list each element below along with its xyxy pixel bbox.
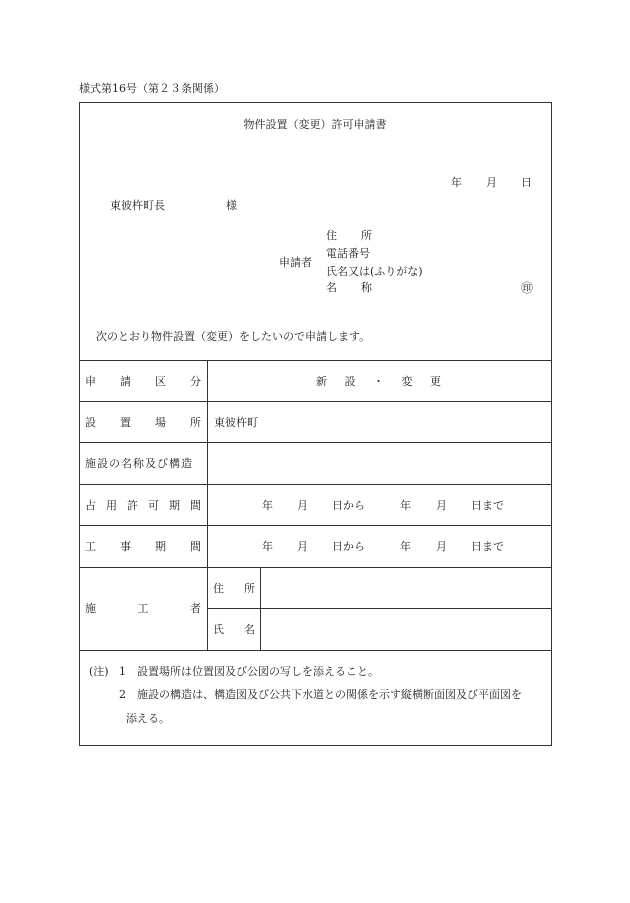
- construction-to-year: 年: [400, 540, 411, 553]
- note-2-text: 施設の構造は、構造図及び公共下水道との関係を示す縦横断面図及び平面図を: [137, 688, 522, 701]
- table-line: [79, 401, 552, 402]
- document-title: 物件設置（変更）許可申請書: [243, 118, 387, 131]
- occupancy-from-day: 日から: [332, 499, 365, 512]
- date-month-label: 月: [486, 176, 497, 189]
- seal-mark: ㊞: [521, 281, 534, 295]
- addressee-name: 東彼杵町長: [110, 199, 165, 212]
- occupancy-from-month: 月: [297, 499, 308, 512]
- note-2-number: 2: [119, 688, 126, 701]
- occupancy-from-year: 年: [262, 499, 273, 512]
- date-year-label: 年: [451, 176, 462, 189]
- table-line: [79, 484, 552, 485]
- table-line: [79, 567, 552, 568]
- applicant-phone-label: 電話番号: [326, 247, 370, 260]
- note-2-text-continued: 添える。: [126, 712, 170, 725]
- notes-prefix: (注): [89, 665, 109, 678]
- table-line: [207, 608, 552, 609]
- category-value: 新 設 ・ 変 更: [316, 375, 441, 388]
- construction-to-day: 日まで: [471, 540, 504, 553]
- occupancy-to-day: 日まで: [471, 499, 504, 512]
- table-divider: [260, 567, 261, 650]
- row-label-occupancy: 占 用 許 可 期 間: [85, 499, 201, 512]
- construction-to-month: 月: [436, 540, 447, 553]
- occupancy-to-month: 月: [436, 499, 447, 512]
- row-label-location: 設 置 場 所: [85, 416, 201, 429]
- applicant-name-label: 氏名又は(ふりがな): [326, 265, 423, 278]
- note-1-text: 設置場所は位置図及び公図の写しを添えること。: [137, 665, 379, 678]
- addressee-honorific: 様: [226, 199, 237, 212]
- table-divider: [207, 360, 208, 650]
- applicant-label: 申請者: [279, 256, 312, 269]
- table-line: [79, 360, 552, 361]
- statement-text: 次のとおり物件設置（変更）をしたいので申請します。: [96, 330, 371, 343]
- construction-from-year: 年: [262, 540, 273, 553]
- row-label-construction: 工 事 期 間: [85, 540, 201, 553]
- row-label-contractor: 施 工 者: [85, 602, 201, 615]
- date-day-label: 日: [521, 176, 532, 189]
- form-number: 様式第16号（第２３条関係）: [79, 82, 225, 95]
- table-line: [79, 650, 552, 651]
- occupancy-to-year: 年: [400, 499, 411, 512]
- row-label-facility: 施設の名称及び構造: [85, 457, 193, 470]
- construction-from-day: 日から: [332, 540, 365, 553]
- contractor-name-label: 氏 名: [213, 623, 255, 636]
- table-line: [79, 525, 552, 526]
- location-value: 東彼杵町: [214, 416, 258, 429]
- applicant-address-label: 住 所: [326, 229, 372, 242]
- contractor-address-label: 住 所: [213, 582, 255, 595]
- applicant-corp-label: 名 称: [326, 281, 372, 294]
- table-line: [79, 442, 552, 443]
- construction-from-month: 月: [297, 540, 308, 553]
- row-label-category: 申 請 区 分: [85, 375, 201, 388]
- note-1-number: 1: [119, 665, 126, 678]
